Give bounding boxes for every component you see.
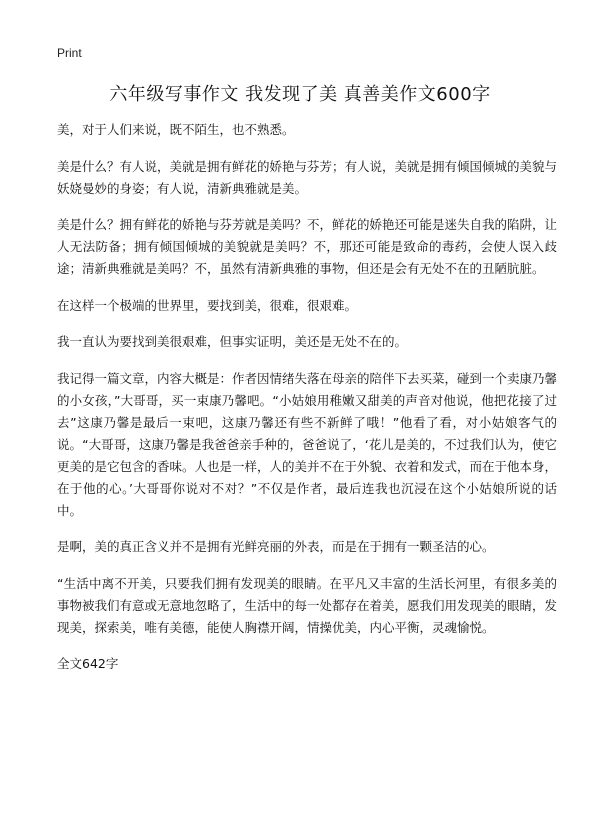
paragraph: 美是什么？拥有鲜花的娇艳与芬芳就是美吗？不，鲜花的娇艳还可能是迷失自我的陷阱，让人无法防备；拥有倾国倾城的美貌就是美吗？不，那还可能是致命的毒药，会使人误入歧途；清新典雅就是美吗？不，虽然有清新典雅的事物，但还是会有无处不在的丑陋肮脏。 xyxy=(57,217,558,276)
paragraph: 美，对于人们来说，既不陌生，也不熟悉。 xyxy=(57,122,295,137)
paragraph: 美是什么？有人说，美就是拥有鲜花的娇艳与芬芳；有人说，美就是拥有倾国倾城的美貌与妖娆曼妙的身姿；有人说，清新典雅就是美。 xyxy=(57,158,558,196)
paragraph: 在这样一个极端的世界里，要找到美，很难，很艰难。 xyxy=(57,297,358,313)
article-body xyxy=(57,119,557,675)
print-link[interactable]: Print xyxy=(57,46,82,60)
paragraph: 是啊，美的真正含义并不是拥有光鲜亮丽的外表，而是在于拥有一颗圣洁的心。 xyxy=(57,539,495,554)
article-title: 六年级写事作文 我发现了美 真善美作文600字 xyxy=(109,84,491,105)
paragraph: 我记得一篇文章，内容大概是：作者因情绪失落在母亲的陪伴下去买菜，碰到一个卖康乃馨的小女孩，”大哥哥，买一束康乃馨吧。“小姑娘用稚嫩又甜美的声音对他说，他把花接了过去”这康乃馨是最后一束吧，这康乃馨还有些不新鲜了哦！”他看了看，对小姑娘客气的说。“大哥哥，这康乃馨是我爸爸亲手种的，爸爸说了，‘花儿是美的，不过我们认为，使它更美的是它包含的香味。人也是一样，人的美并不在于外貌、衣着和发式，而在于他本身，在于他的心。’大哥哥你说对不对？”不仅是作者，最后连我也沉浸在这个小姑娘所说的话中。 xyxy=(57,370,558,518)
paragraph: 我一直认为要找到美很艰难，但事实证明，美还是无处不在的。 xyxy=(57,334,408,349)
word-count: 全文642字 xyxy=(57,656,119,671)
paragraph: “生活中离不开美，只要我们拥有发现美的眼睛。在平凡又丰富的生活长河里，有很多美的事物被我们有意或无意地忽略了，生活中的每一处都存在着美，愿我们用发现美的眼睛，发现美，探索美，唯有美德，能使人胸襟开阔，情操优美，内心平衡，灵魂愉悦。 xyxy=(57,575,558,635)
